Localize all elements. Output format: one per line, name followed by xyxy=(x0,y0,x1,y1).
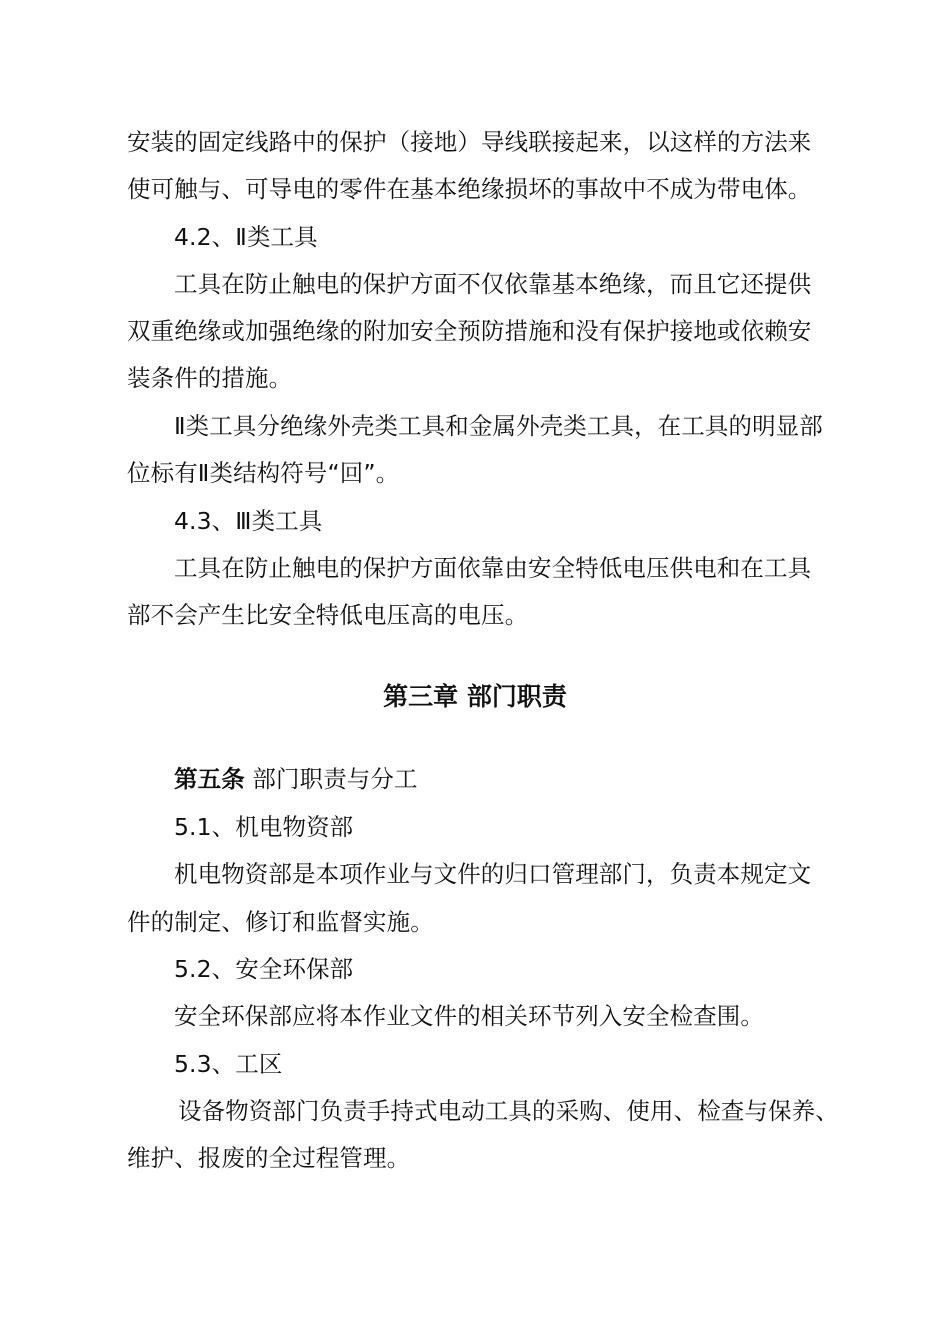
paragraph-line: 安全环保部应将本作业文件的相关环节列入安全检查围。 xyxy=(174,1002,764,1030)
paragraph-line: 双重绝缘或加强绝缘的附加安全预防措施和没有保护接地或依赖安 xyxy=(127,317,812,345)
section-heading-4-3: 4.3、Ⅲ类工具 xyxy=(174,507,323,535)
paragraph-line: 机电物资部是本项作业与文件的归口管理部门，负责本规定文 xyxy=(174,860,812,888)
paragraph-line: 维护、报废的全过程管理。 xyxy=(127,1144,411,1172)
chapter-title: 第三章 部门职责 xyxy=(383,682,567,711)
paragraph-line: 位标有Ⅱ类结构符号“回”。 xyxy=(127,459,400,487)
article-title: 部门职责与分工 xyxy=(252,765,418,793)
article-label: 第五条 xyxy=(174,765,245,793)
section-heading-5-2: 5.2、安全环保部 xyxy=(174,955,354,983)
paragraph-line: 件的制定、修订和监督实施。 xyxy=(127,908,434,936)
section-heading-4-2: 4.2、Ⅱ类工具 xyxy=(174,223,318,251)
paragraph-line: 安装的固定线路中的保护（接地）导线联接起来，以这样的方法来 xyxy=(127,128,812,156)
article-heading xyxy=(174,763,418,795)
paragraph-line: 装条件的措施。 xyxy=(127,364,293,392)
paragraph-line: 工具在防止触电的保护方面依靠由安全特低电压供电和在工具 xyxy=(174,554,812,582)
paragraph-line: 使可触与、可导电的零件在基本绝缘损坏的事故中不成为带电体。 xyxy=(127,175,812,203)
section-heading-5-3: 5.3、工区 xyxy=(174,1050,283,1078)
paragraph-line: 工具在防止触电的保护方面不仅依靠基本绝缘，而且它还提供 xyxy=(174,270,812,298)
paragraph-line: 部不会产生比安全特低电压高的电压。 xyxy=(127,601,529,629)
paragraph-line: 设备物资部门负责手持式电动工具的采购、使用、检查与保养、 xyxy=(178,1097,839,1125)
section-heading-5-1: 5.1、机电物资部 xyxy=(174,813,354,841)
paragraph-line: Ⅱ类工具分绝缘外壳类工具和金属外壳类工具，在工具的明显部 xyxy=(174,412,823,440)
